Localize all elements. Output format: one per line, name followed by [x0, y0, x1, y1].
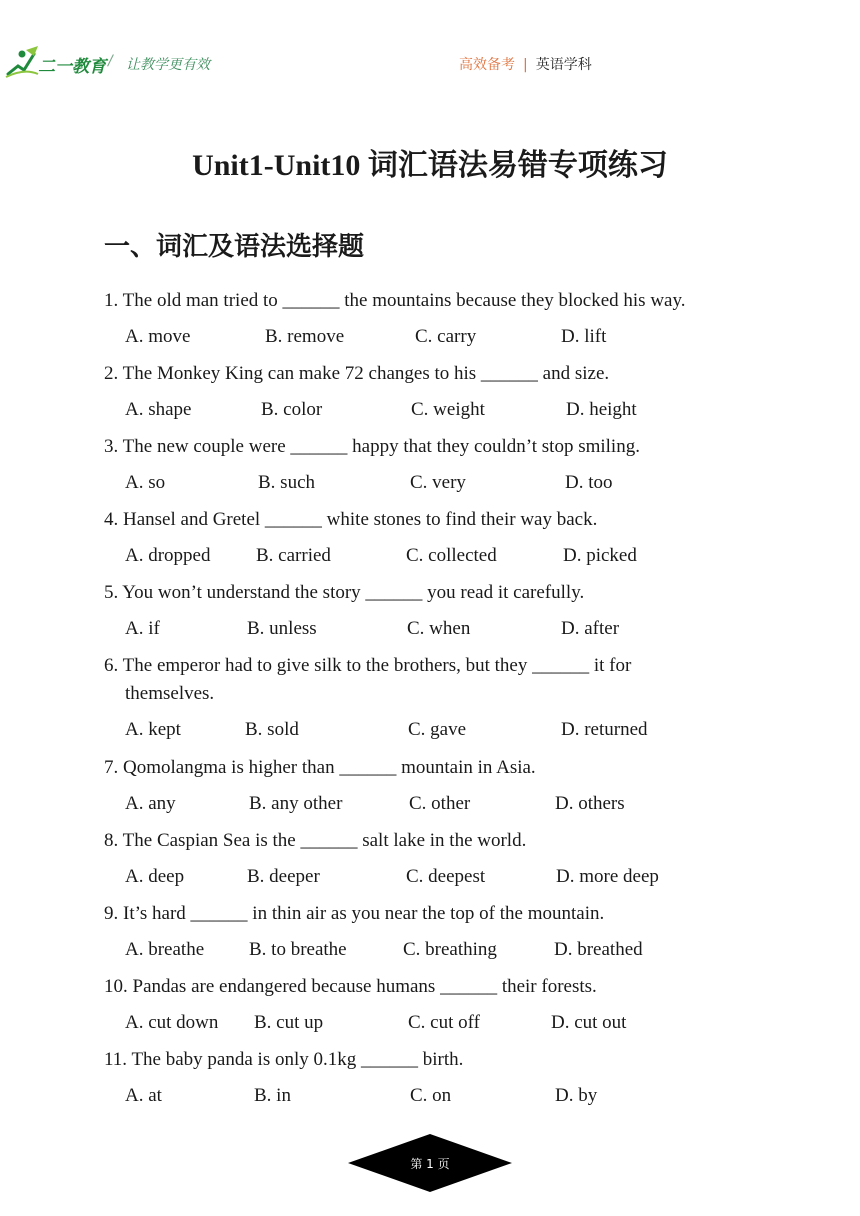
question-8: [104, 827, 744, 855]
question-text: 7. Qomolangma is higher than ______ mountain in Asia.: [104, 757, 536, 778]
option-c[interactable]: C. breathing: [403, 939, 497, 960]
option-a[interactable]: A. deep: [125, 866, 185, 887]
option-d[interactable]: D. cut out: [551, 1012, 627, 1033]
question-text: 3. The new couple were ______ happy that they couldn’t stop smiling.: [104, 436, 640, 457]
option-a[interactable]: A. breathe: [125, 939, 205, 960]
option-b[interactable]: B. such: [258, 472, 315, 493]
page-title: Unit1-Unit10 词汇语法易错专项练习: [192, 149, 668, 182]
question-text: 1. The old man tried to ______ the mountains because they blocked his way.: [104, 290, 686, 311]
question-2: [104, 360, 744, 388]
option-b[interactable]: B. cut up: [254, 1012, 324, 1033]
option-d[interactable]: D. breathed: [554, 939, 643, 960]
option-d[interactable]: D. lift: [561, 326, 607, 347]
option-a[interactable]: A. so: [125, 472, 166, 493]
option-d[interactable]: D. too: [565, 472, 613, 493]
option-a[interactable]: A. at: [125, 1085, 162, 1106]
option-b[interactable]: B. sold: [245, 719, 299, 740]
option-b[interactable]: B. deeper: [247, 866, 320, 887]
option-a[interactable]: A. dropped: [125, 545, 211, 566]
question-text: 9. It’s hard ______ in thin air as you near the top of the mountain.: [104, 903, 605, 924]
option-c[interactable]: C. weight: [411, 399, 485, 420]
option-c[interactable]: C. very: [410, 472, 466, 493]
question-6: [104, 652, 744, 708]
page-header: [0, 38, 860, 88]
page-number: 第 1 页: [410, 1157, 450, 1171]
question-4: [104, 506, 744, 534]
brand-slogan: 让教学更有效: [126, 57, 210, 73]
question-text: 4. Hansel and Gretel ______ white stones to find their way back.: [104, 509, 598, 530]
option-c[interactable]: C. collected: [406, 545, 497, 566]
question-text: 10. Pandas are endangered because humans ______ their forests.: [104, 976, 597, 997]
prep-label: 高效备考: [459, 57, 515, 73]
option-a[interactable]: A. kept: [125, 719, 181, 740]
option-c[interactable]: C. when: [407, 618, 471, 639]
option-b[interactable]: B. to breathe: [249, 939, 347, 960]
brand-name: 二一教育: [38, 57, 106, 77]
option-c[interactable]: C. cut off: [408, 1012, 480, 1033]
option-a[interactable]: A. any: [125, 793, 176, 814]
option-c[interactable]: C. gave: [408, 719, 467, 740]
question-text: 11. The baby panda is only 0.1kg ______ birth.: [104, 1049, 464, 1070]
option-b[interactable]: B. any other: [249, 793, 343, 814]
option-a[interactable]: A. if: [125, 618, 160, 639]
option-b[interactable]: B. carried: [256, 545, 331, 566]
question-5: [104, 579, 744, 607]
option-c[interactable]: C. other: [409, 793, 471, 814]
option-b[interactable]: B. in: [254, 1085, 291, 1106]
option-d[interactable]: D. returned: [561, 719, 648, 740]
question-text: 6. The emperor had to give silk to the brothers, but they ______ it for: [104, 655, 632, 676]
question-text: 2. The Monkey King can make 72 changes to his ______ and size.: [104, 363, 610, 384]
option-d[interactable]: D. others: [555, 793, 625, 814]
option-d[interactable]: D. height: [566, 399, 637, 420]
header-subject-group: [459, 54, 592, 74]
question-text: 5. You won’t understand the story ______ you read it carefully.: [104, 582, 585, 603]
subject-label: 英语学科: [535, 57, 592, 73]
option-a[interactable]: A. shape: [125, 399, 192, 420]
option-b[interactable]: B. remove: [265, 326, 345, 347]
option-c[interactable]: C. carry: [415, 326, 477, 347]
option-c[interactable]: C. on: [410, 1085, 452, 1106]
option-d[interactable]: D. after: [561, 618, 620, 639]
question-text-continued: themselves.: [125, 683, 215, 704]
option-a[interactable]: A. move: [125, 326, 191, 347]
header-slash: /: [108, 53, 113, 69]
question-3: [104, 433, 744, 461]
option-d[interactable]: D. by: [555, 1085, 598, 1106]
question-7: [104, 754, 744, 782]
question-text: 8. The Caspian Sea is the ______ salt lake in the world.: [104, 830, 527, 851]
option-d[interactable]: D. more deep: [556, 866, 659, 887]
section-title: 一、词汇及语法选择题: [104, 232, 365, 262]
option-b[interactable]: B. color: [261, 399, 323, 420]
header-separator: |: [523, 57, 528, 73]
option-d[interactable]: D. picked: [563, 545, 637, 566]
option-a[interactable]: A. cut down: [125, 1012, 219, 1033]
option-c[interactable]: C. deepest: [406, 866, 486, 887]
question-10: [104, 973, 744, 1001]
option-b[interactable]: B. unless: [247, 618, 317, 639]
question-11: [104, 1046, 744, 1074]
question-9: [104, 900, 744, 928]
question-1: [104, 287, 744, 315]
